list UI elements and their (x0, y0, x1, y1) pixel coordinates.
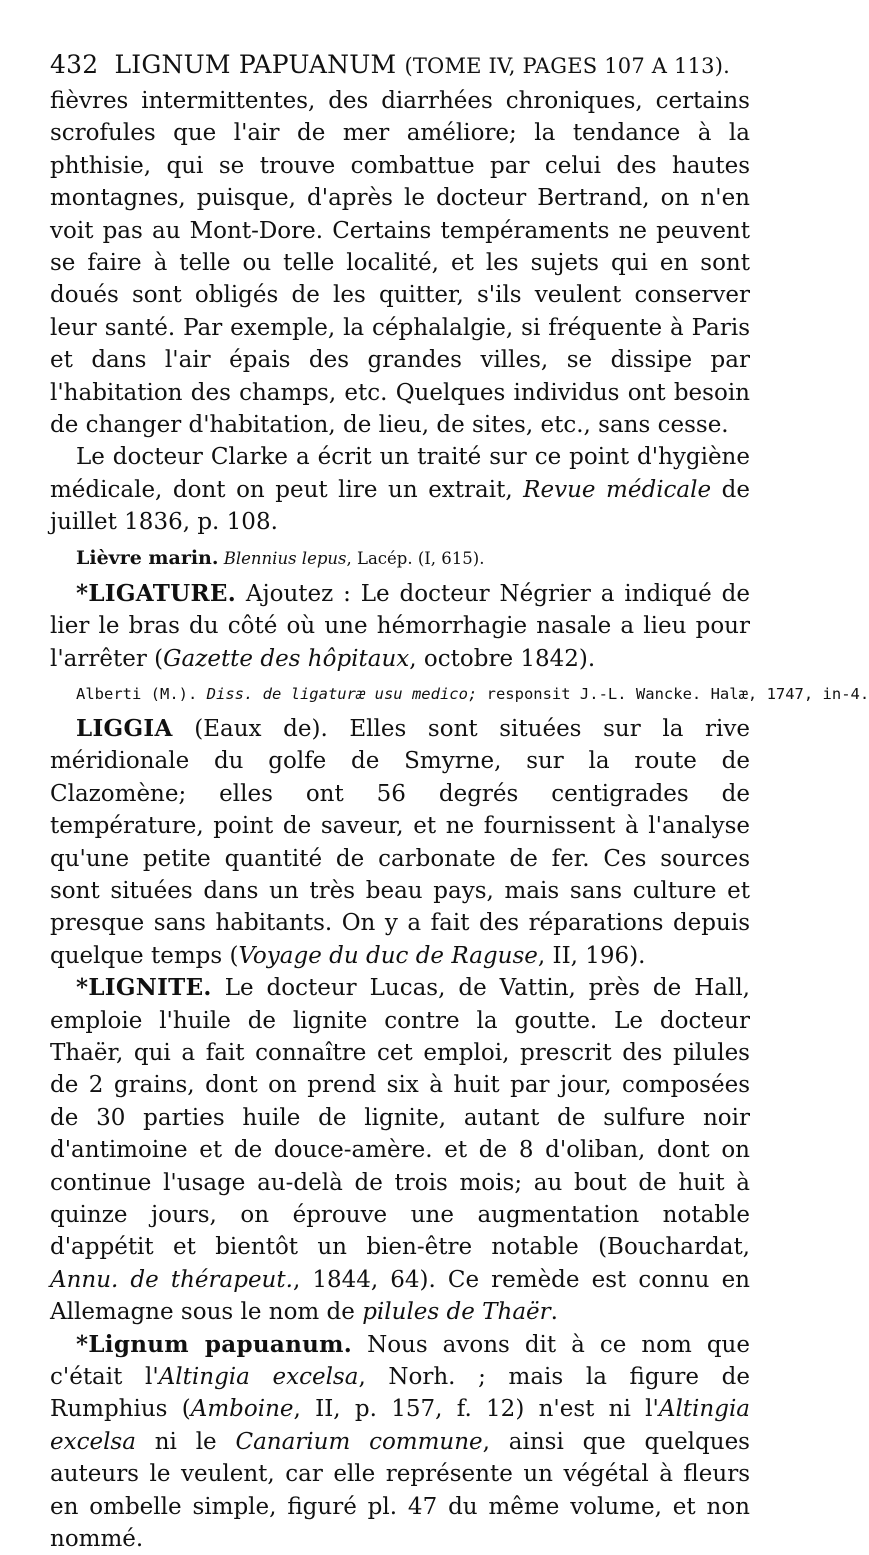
entry-text: , Norh. ; mais la figure de Rumphius ( (50, 1364, 750, 1423)
entry-text: , II, 196). (537, 942, 646, 969)
running-title: LIGNUM PAPUANUM (114, 50, 397, 79)
citation-title: Revue médicale (523, 476, 712, 503)
entry-headword: LIGGIA (76, 714, 173, 742)
entry-headword: *Lignum papuanum. (76, 1330, 353, 1358)
bibliography-text: responsit J.-L. Wancke. Halæ, 1747, in-4. (477, 684, 869, 703)
entry-headword: Lièvre marin. (76, 546, 219, 569)
entry-headword: *LIGATURE. (76, 579, 237, 607)
paragraph-text: fièvres intermittentes, des diarrhées chroniques, certains scrofules que l'air de mer améliore; la tendance à la phthisie, qui se trouve combattue par celui des hautes montagnes, puisque, d'après le docteur Bertrand, on n'en voit pas au Mont-Dore. Certains tempéraments ne peuvent se faire à telle ou telle localité, et les sujets qui en sont doués sont obligés de les quitter, s'ils veulent conserver leur santé. Par exemple, la céphalalgie, si fréquente à Paris et dans l'air épais des grandes villes, se dissipe par l'habitation des champs, etc. Quelques individus ont besoin de changer d'habitation, de lieu, de sites, etc., sans cesse. (50, 88, 750, 439)
entry-text: , II, p. 157, f. 12) n'est ni l' (293, 1396, 659, 1423)
citation-title: Annu. de thérapeut. (50, 1266, 293, 1293)
paragraph-continuation (50, 85, 750, 441)
page-number: 432 (50, 50, 99, 79)
citation-title: Gazette des hôpitaux (163, 645, 410, 672)
citation-title: Diss. de ligaturæ usu medico; (206, 684, 478, 703)
document-page (50, 48, 869, 1555)
entry-text: Ajoutez : Le docteur Négrier a indiqué de lier le bras du côté où une hémorrhagie nasale a lieu pour l'arrêter ( (50, 580, 750, 672)
entry-lievre-marin (76, 545, 750, 572)
running-reference: (TOME IV, PAGES 107 A 113). (404, 54, 730, 78)
entry-text: , Lacép. (I, 615). (346, 548, 485, 568)
paragraph-text: de juillet 1836, p. 108. (50, 476, 750, 536)
bibliography-text: Alberti (M.). (76, 684, 207, 703)
entry-text: , ainsi que quelques auteurs le veulent, car elle représente un végétal à fleurs en ombelle simple, figuré pl. 47 du même volume, et non nommé. (50, 1428, 750, 1553)
bibliography-alberti (76, 681, 869, 707)
entry-liggia (50, 713, 750, 972)
entry-lignite (50, 972, 750, 1328)
entry-ligature (50, 578, 750, 675)
remedy-name: pilules de Thaër (362, 1299, 551, 1326)
entry-text: , 1844, 64). Ce remède est connu en Allemagne sous le nom de (50, 1266, 750, 1326)
running-head (50, 48, 750, 83)
citation-title: Voyage du duc de Raguse (238, 942, 538, 969)
species-name: Blennius lepus (223, 548, 347, 568)
entry-text: , octobre 1842). (409, 645, 596, 672)
entry-text: ni le (135, 1428, 236, 1455)
citation-title: Amboine (190, 1396, 294, 1423)
paragraph-text: Le docteur Clarke a écrit un traité sur ce point d'hygiène médicale, dont on peut lire un extrait, (50, 444, 750, 503)
paragraph-clarke (50, 441, 750, 538)
entry-text: Le docteur Lucas, de Vattin, près de Hall, emploie l'huile de lignite contre la goutte. Le docteur Thaër, qui a fait connaître cet emploi, prescrit des pilules de 2 grains, dont on prend six à huit par jour, composées de 30 parties huile de lignite, autant de sulfure noir d'antimoine et de douce-amère. et de 8 d'oliban, dont on continue l'usage au-delà de trois mois; au bout de huit à quinze jours, on éprouve une augmentation notable d'appétit et bientôt un bien-être notable (Bouchardat, (50, 975, 750, 1261)
species-name: Altingia excelsa (158, 1364, 359, 1391)
species-name: Canarium commune (235, 1428, 483, 1455)
species-name: Altingia excelsa (50, 1396, 751, 1455)
entry-lignum-papuanum (50, 1329, 750, 1555)
entry-headword: *LIGNITE. (76, 974, 212, 1002)
entry-text: (Eaux de). Elles sont situées sur la rive méridionale du golfe de Smyrne, sur la route de Clazomène; elles ont 56 degrés centigrades de température, point de saveur, et ne fournissent à l'analyse qu'une petite quantité de carbonate de fer. Ces sources sont situées dans un très beau pays, mais sans culture et presque sans habitants. On y a fait des réparations depuis quelque temps ( (50, 715, 750, 969)
entry-text: . (550, 1299, 558, 1326)
entry-text: Nous avons dit à ce nom que c'était l' (50, 1331, 750, 1391)
